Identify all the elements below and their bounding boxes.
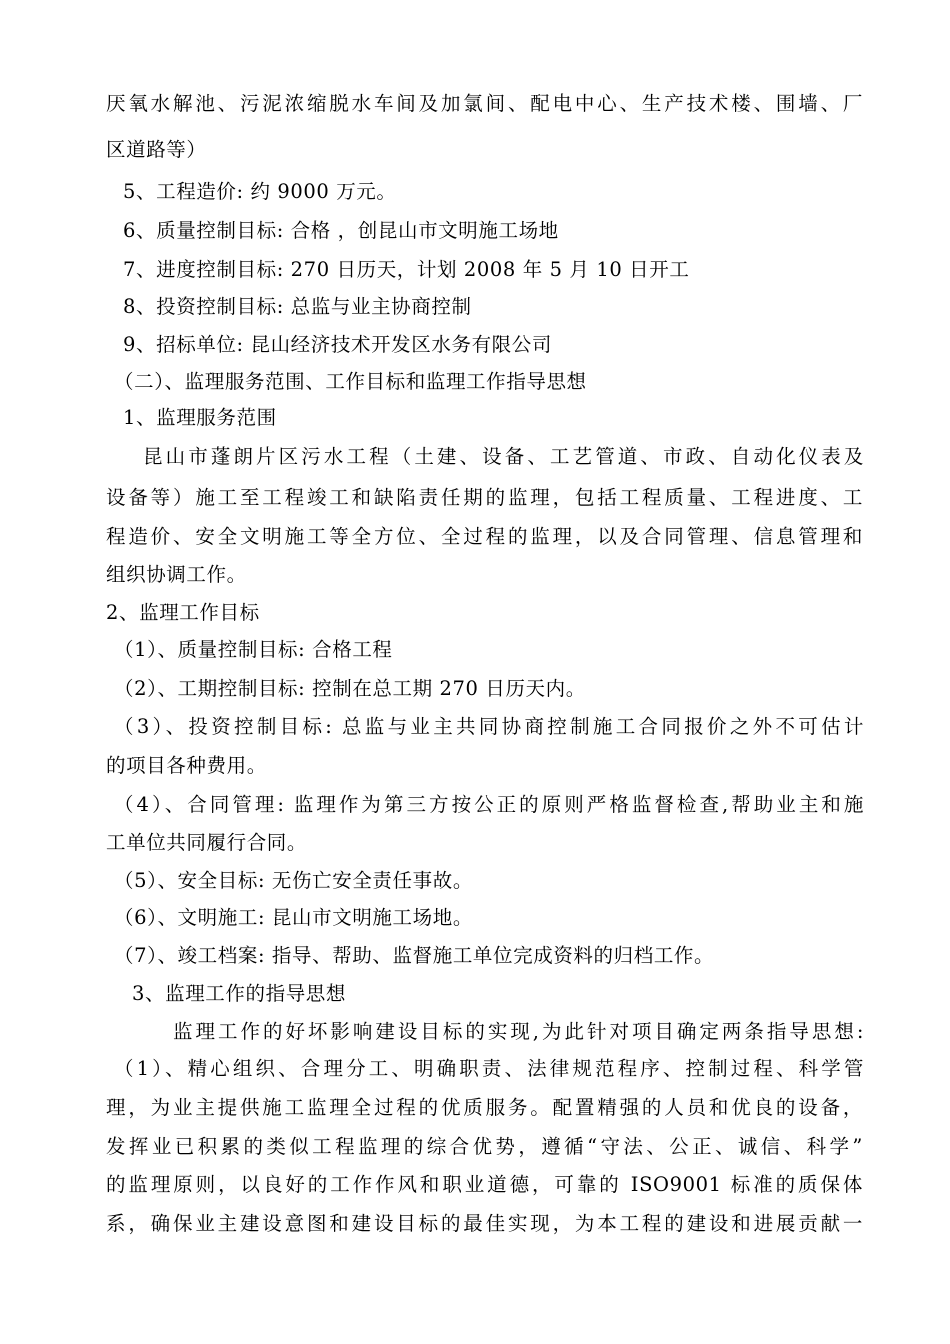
text-line: 程造价、安全文明施工等全方位、全过程的监理，以及合同管理、信息管理和 xyxy=(106,525,863,548)
text-line: （1）、精心组织、合理分工、明确职责、法律规范程序、控制过程、科学管 xyxy=(114,1057,864,1080)
text-line: 5、工程造价: 约 9000 万元。 xyxy=(123,180,397,203)
text-line: 的项目各种费用。 xyxy=(106,754,267,777)
text-line: （5）、安全目标: 无伤亡安全责任事故。 xyxy=(114,869,473,892)
text-line: 昆山市蓬朗片区污水工程（土建、设备、工艺管道、市政、自动化仪表及 xyxy=(143,445,864,468)
text-line: （6）、文明施工: 昆山市文明施工场地。 xyxy=(114,906,473,929)
text-line: 监理工作的好坏影响建设目标的实现,为此针对项目确定两条指导思想: xyxy=(173,1020,864,1043)
text-line: （4）、合同管理: 监理作为第三方按公正的原则严格监督检查,帮助业主和施 xyxy=(114,793,864,816)
text-line: （3）、投资控制目标: 总监与业主共同协商控制施工合同报价之外不可估计 xyxy=(114,715,864,738)
subsection-heading: 2、监理工作目标 xyxy=(106,601,260,624)
text-line: 区道路等） xyxy=(106,138,207,161)
text-line: 理，为业主提供施工监理全过程的优质服务。配置精强的人员和优良的设备， xyxy=(106,1096,863,1119)
text-line: 的监理原则，以良好的工作作风和职业道德，可靠的 ISO9001 标准的质保体 xyxy=(106,1173,863,1196)
text-line: 7、进度控制目标: 270 日历天，计划 2008 年 5 月 10 日开工 xyxy=(123,258,690,281)
text-line: 厌氧水解池、污泥浓缩脱水车间及加氯间、配电中心、生产技术楼、围墙、厂 xyxy=(106,92,863,115)
text-line: 系，确保业主建设意图和建设目标的最佳实现，为本工程的建设和进展贡献一 xyxy=(106,1212,863,1235)
text-line: 工单位共同履行合同。 xyxy=(106,831,308,854)
text-line: （1）、质量控制目标: 合格工程 xyxy=(114,638,393,661)
text-line: 8、投资控制目标: 总监与业主协商控制 xyxy=(123,295,472,318)
text-line: 发挥业已积累的类似工程监理的综合优势，遵循“守法、公正、诚信、科学” xyxy=(106,1135,863,1158)
text-line: 9、招标单位: 昆山经济技术开发区水务有限公司 xyxy=(123,333,552,356)
text-line: （2）、工期控制目标: 控制在总工期 270 日历天内。 xyxy=(114,677,586,700)
text-line: 组织协调工作。 xyxy=(106,563,247,586)
subsection-heading: 3、监理工作的指导思想 xyxy=(132,982,347,1005)
subsection-heading: 1、监理服务范围 xyxy=(123,406,277,429)
section-heading: （二）、监理服务范围、工作目标和监理工作指导思想 xyxy=(114,370,587,393)
text-line: 设备等）施工至工程竣工和缺陷责任期的监理，包括工程质量、工程进度、工 xyxy=(106,486,863,509)
text-line: （7）、竣工档案: 指导、帮助、监督施工单位完成资料的归档工作。 xyxy=(114,944,715,967)
text-line: 6、质量控制目标: 合格 ，创昆山市文明施工场地 xyxy=(123,219,559,242)
